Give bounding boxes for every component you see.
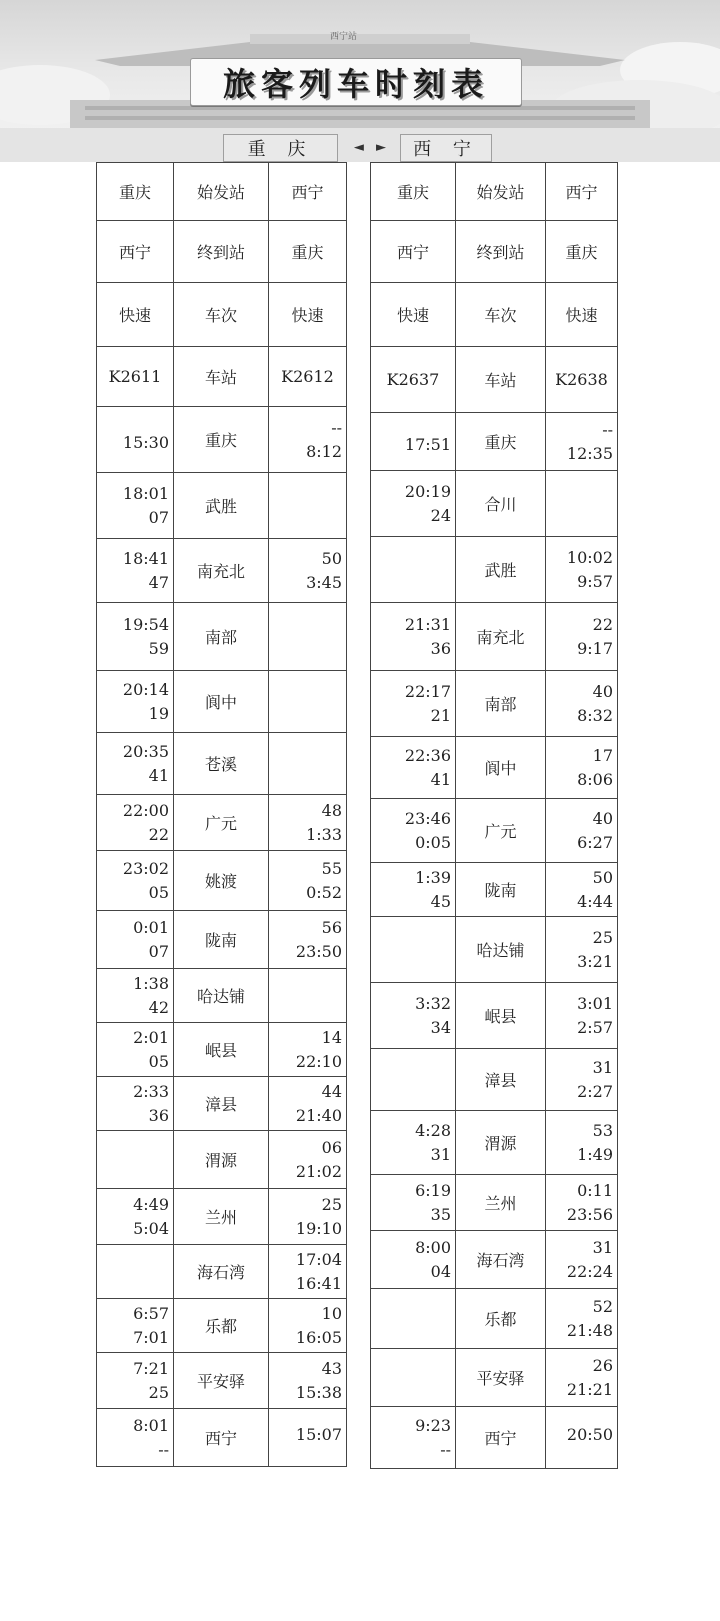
down-time-cell <box>97 851 174 911</box>
down-time-cell <box>97 1131 174 1189</box>
down-time-cell <box>97 473 174 539</box>
arrival-time: 18:41 <box>122 548 169 568</box>
up-time-cell <box>546 471 618 537</box>
station-name: 重庆 <box>174 407 269 473</box>
arrival-time: 22:36 <box>404 745 451 765</box>
down-time-cell <box>371 1175 456 1231</box>
header-value-cell: 快速 <box>269 283 347 347</box>
arrival-time: 43 <box>321 1358 342 1378</box>
header-label-cell: 车次 <box>456 283 546 347</box>
departure-time: 42 <box>148 997 169 1017</box>
arrival-time: 14 <box>321 1027 342 1047</box>
departure-time: 07 <box>148 507 169 527</box>
arrival-time: 10 <box>321 1303 342 1323</box>
header-banner <box>0 0 720 162</box>
arrival-time: 44 <box>321 1081 342 1101</box>
down-time-cell <box>371 537 456 603</box>
table-row <box>97 851 347 911</box>
up-time-cell <box>546 671 618 737</box>
header-value-cell: 重庆 <box>269 221 347 283</box>
station-name: 陇南 <box>456 863 546 917</box>
up-time-cell <box>269 1189 347 1245</box>
departure-time: 22:10 <box>295 1051 342 1071</box>
departure-time: 1:49 <box>577 1144 613 1164</box>
departure-time: 6:27 <box>577 832 613 852</box>
station-name: 重庆 <box>456 413 546 471</box>
header-value-cell: 西宁 <box>546 163 618 221</box>
timetable-right <box>370 162 618 1469</box>
arrival-time: 20:35 <box>122 741 169 761</box>
header-value-cell: K2637 <box>371 347 456 413</box>
up-time-cell <box>546 737 618 799</box>
up-time-cell <box>546 983 618 1049</box>
departure-time: -- <box>158 1439 169 1459</box>
station-name: 南部 <box>456 671 546 737</box>
up-time-cell <box>546 863 618 917</box>
station-name: 南充北 <box>174 539 269 603</box>
down-time-cell <box>371 863 456 917</box>
station-name: 武胜 <box>174 473 269 539</box>
table-row <box>97 795 347 851</box>
departure-time: 36 <box>148 1105 169 1125</box>
down-time-cell <box>97 671 174 733</box>
down-time-cell <box>97 603 174 671</box>
down-time-cell <box>371 983 456 1049</box>
departure-time: 59 <box>148 638 169 658</box>
header-label-cell: 终到站 <box>456 221 546 283</box>
station-name: 兰州 <box>456 1175 546 1231</box>
arrival-time: 2:33 <box>133 1081 169 1101</box>
departure-time: 3:45 <box>306 572 342 592</box>
up-time-cell <box>269 603 347 671</box>
departure-time: 8:06 <box>577 769 613 789</box>
timetable-k2637-k2638 <box>370 162 618 1469</box>
arrival-time: 1:39 <box>415 867 451 887</box>
departure-time: 24 <box>430 505 451 525</box>
departure-time: 21:21 <box>566 1379 613 1399</box>
up-time-cell <box>269 1409 347 1467</box>
table-row <box>371 737 618 799</box>
table-row <box>97 1023 347 1077</box>
route-destination: 西 宁 <box>400 134 492 162</box>
station-name: 海石湾 <box>174 1245 269 1299</box>
up-time-cell <box>546 1049 618 1111</box>
station-name: 海石湾 <box>456 1231 546 1289</box>
up-time-cell <box>546 1175 618 1231</box>
arrival-time: 3:32 <box>415 993 451 1013</box>
departure-time: 12:35 <box>566 443 613 463</box>
header-value-cell: 西宁 <box>269 163 347 221</box>
departure-time: 16:05 <box>295 1327 342 1347</box>
table-row <box>97 911 347 969</box>
header-value-cell: 西宁 <box>371 221 456 283</box>
departure-time: 21:40 <box>295 1105 342 1125</box>
page-title: 旅客列车时刻表 <box>222 65 489 103</box>
departure-time: 41 <box>148 765 169 785</box>
header-value-cell: 西宁 <box>97 221 174 283</box>
down-time-cell <box>97 539 174 603</box>
table-row <box>371 799 618 863</box>
station-name: 乐都 <box>174 1299 269 1353</box>
down-time-cell <box>371 1049 456 1111</box>
table-row <box>97 407 347 473</box>
up-time-cell <box>546 1407 618 1469</box>
arrival-time: -- <box>331 417 342 437</box>
down-time-cell <box>97 1023 174 1077</box>
departure-time: 7:01 <box>133 1327 169 1347</box>
table-row <box>97 1131 347 1189</box>
departure-time: 1:33 <box>306 824 342 844</box>
departure-time: 5:04 <box>133 1218 169 1238</box>
station-sign: 西宁站 <box>330 32 358 42</box>
table-row <box>97 1299 347 1353</box>
header-row <box>97 163 347 221</box>
departure-time: 0:52 <box>306 882 342 902</box>
header-row <box>371 283 618 347</box>
station-name: 岷县 <box>456 983 546 1049</box>
up-time-cell <box>269 1077 347 1131</box>
up-time-cell <box>269 1353 347 1409</box>
table-row <box>371 537 618 603</box>
table-row <box>97 473 347 539</box>
table-row <box>371 917 618 983</box>
departure-time: 36 <box>430 638 451 658</box>
table-row <box>97 603 347 671</box>
arrival-time: 0:11 <box>577 1180 613 1200</box>
down-time-cell <box>97 795 174 851</box>
station-name: 南充北 <box>456 603 546 671</box>
down-time-cell <box>371 799 456 863</box>
station-name: 平安驿 <box>174 1353 269 1409</box>
arrival-time: 56 <box>321 917 342 937</box>
down-time-cell <box>371 1349 456 1407</box>
arrival-time: 22:00 <box>122 800 169 820</box>
departure-time: 05 <box>148 882 169 902</box>
arrival-time: 18:01 <box>122 483 169 503</box>
arrival-time: 3:01 <box>577 993 613 1013</box>
departure-time: 0:05 <box>415 832 451 852</box>
station-name: 乐都 <box>456 1289 546 1349</box>
down-time-cell <box>97 1189 174 1245</box>
up-time-cell <box>546 537 618 603</box>
up-time-cell <box>546 917 618 983</box>
departure-time: 22 <box>148 824 169 844</box>
header-row <box>97 347 347 407</box>
arrival-time: 20:19 <box>404 481 451 501</box>
route-arrows-icon: ◄ ► <box>353 139 391 155</box>
station-name: 武胜 <box>456 537 546 603</box>
arrival-time: 25 <box>321 1194 342 1214</box>
table-row <box>371 1349 618 1407</box>
arrival-time: 55 <box>321 858 342 878</box>
up-time-cell <box>269 1023 347 1077</box>
up-time-cell <box>269 1131 347 1189</box>
title-banner <box>190 58 522 106</box>
table-row <box>97 1077 347 1131</box>
station-name: 岷县 <box>174 1023 269 1077</box>
header-row <box>371 163 618 221</box>
up-time-cell <box>269 733 347 795</box>
arrival-time: 40 <box>592 681 613 701</box>
table-row <box>97 671 347 733</box>
arrival-time: 7:21 <box>133 1358 169 1378</box>
header-label-cell: 始发站 <box>456 163 546 221</box>
header-label-cell: 始发站 <box>174 163 269 221</box>
station-name: 南部 <box>174 603 269 671</box>
down-time-cell <box>97 1299 174 1353</box>
table-row <box>97 1189 347 1245</box>
departure-time: 17:51 <box>404 434 451 454</box>
arrival-time: 50 <box>592 867 613 887</box>
departure-time: 8:12 <box>306 441 342 461</box>
up-time-cell <box>269 911 347 969</box>
table-row <box>371 1289 618 1349</box>
departure-time: 35 <box>430 1204 451 1224</box>
header-value-cell: 重庆 <box>546 221 618 283</box>
header-value-cell: K2612 <box>269 347 347 407</box>
arrival-time: 8:00 <box>415 1237 451 1257</box>
station-name: 广元 <box>174 795 269 851</box>
header-value-cell: 快速 <box>546 283 618 347</box>
down-time-cell <box>97 1245 174 1299</box>
station-name: 渭源 <box>456 1111 546 1175</box>
departure-time: 15:38 <box>295 1382 342 1402</box>
departure-time: 34 <box>430 1017 451 1037</box>
arrival-time: 22:17 <box>404 681 451 701</box>
up-time-cell <box>546 1231 618 1289</box>
up-time-cell <box>546 1289 618 1349</box>
station-name: 漳县 <box>174 1077 269 1131</box>
up-time-cell <box>269 851 347 911</box>
arrival-time: 17 <box>592 745 613 765</box>
header-label-cell: 车站 <box>456 347 546 413</box>
arrival-time: 4:28 <box>415 1120 451 1140</box>
arrival-time: 6:19 <box>415 1180 451 1200</box>
up-time-cell <box>269 795 347 851</box>
arrival-time: 10:02 <box>566 547 613 567</box>
up-time-cell <box>269 1299 347 1353</box>
departure-time: 9:17 <box>577 638 613 658</box>
up-time-cell <box>269 969 347 1023</box>
arrival-time: 23:02 <box>122 858 169 878</box>
table-row <box>371 1175 618 1231</box>
arrival-time: 17:04 <box>295 1249 342 1269</box>
down-time-cell <box>371 471 456 537</box>
up-time-cell <box>546 603 618 671</box>
station-name: 平安驿 <box>456 1349 546 1407</box>
down-time-cell <box>371 1407 456 1469</box>
departure-time: 19:10 <box>295 1218 342 1238</box>
header-row <box>371 221 618 283</box>
departure-time: -- <box>440 1439 451 1459</box>
header-row <box>97 221 347 283</box>
station-name: 西宁 <box>456 1407 546 1469</box>
departure-time: 41 <box>430 769 451 789</box>
departure-time: 21 <box>430 705 451 725</box>
arrival-time: 40 <box>592 808 613 828</box>
departure-time: 2:27 <box>577 1081 613 1101</box>
down-time-cell <box>97 911 174 969</box>
down-time-cell <box>97 969 174 1023</box>
departure-time: 23:50 <box>295 941 342 961</box>
header-value-cell: K2638 <box>546 347 618 413</box>
departure-time: 47 <box>148 572 169 592</box>
departure-time: 45 <box>430 891 451 911</box>
table-row <box>371 1407 618 1469</box>
arrival-time: 0:01 <box>133 917 169 937</box>
header-label-cell: 车次 <box>174 283 269 347</box>
station-name: 苍溪 <box>174 733 269 795</box>
table-row <box>371 671 618 737</box>
station-name: 渭源 <box>174 1131 269 1189</box>
departure-time: 3:21 <box>577 951 613 971</box>
header-label-cell: 车站 <box>174 347 269 407</box>
header-row <box>371 347 618 413</box>
station-name: 兰州 <box>174 1189 269 1245</box>
down-time-cell <box>371 1231 456 1289</box>
route-origin: 重 庆 <box>223 134 338 162</box>
departure-time: 19 <box>148 703 169 723</box>
station-name: 阆中 <box>456 737 546 799</box>
arrival-time: 15:07 <box>295 1424 342 1444</box>
table-row <box>97 1245 347 1299</box>
departure-time: 22:24 <box>566 1261 613 1281</box>
header-value-cell: 重庆 <box>371 163 456 221</box>
arrival-time: 48 <box>321 800 342 820</box>
departure-time: 21:02 <box>295 1161 342 1181</box>
departure-time: 23:56 <box>566 1204 613 1224</box>
departure-time: 25 <box>148 1382 169 1402</box>
arrival-time: 50 <box>321 548 342 568</box>
header-value-cell: 快速 <box>371 283 456 347</box>
up-time-cell <box>546 1349 618 1407</box>
station-name: 哈达铺 <box>456 917 546 983</box>
timetable-k2611-k2612 <box>96 162 347 1467</box>
departure-time: 16:41 <box>295 1273 342 1293</box>
arrival-time: 26 <box>592 1355 613 1375</box>
station-name: 陇南 <box>174 911 269 969</box>
up-time-cell <box>269 1245 347 1299</box>
up-time-cell <box>546 413 618 471</box>
down-time-cell <box>371 737 456 799</box>
table-row <box>371 1111 618 1175</box>
table-row <box>371 863 618 917</box>
arrival-time: 22 <box>592 614 613 634</box>
arrival-time: 31 <box>592 1057 613 1077</box>
up-time-cell <box>269 671 347 733</box>
arrival-time: 31 <box>592 1237 613 1257</box>
up-time-cell <box>269 473 347 539</box>
timetable-left <box>96 162 347 1467</box>
arrival-time: 4:49 <box>133 1194 169 1214</box>
up-time-cell <box>546 799 618 863</box>
arrival-time: 23:46 <box>404 808 451 828</box>
table-row <box>371 603 618 671</box>
station-name: 哈达铺 <box>174 969 269 1023</box>
arrival-time: 6:57 <box>133 1303 169 1323</box>
arrival-time: 52 <box>592 1296 613 1316</box>
departure-time: 8:32 <box>577 705 613 725</box>
arrival-time: 19:54 <box>122 614 169 634</box>
departure-time: 4:44 <box>577 891 613 911</box>
down-time-cell <box>97 1409 174 1467</box>
departure-time: 15:30 <box>122 432 169 452</box>
table-row <box>371 471 618 537</box>
down-time-cell <box>371 1111 456 1175</box>
up-time-cell <box>269 539 347 603</box>
station-name: 西宁 <box>174 1409 269 1467</box>
station-name: 漳县 <box>456 1049 546 1111</box>
arrival-time: 20:50 <box>566 1424 613 1444</box>
header-value-cell: 重庆 <box>97 163 174 221</box>
table-row <box>97 539 347 603</box>
table-row <box>371 983 618 1049</box>
table-row <box>371 413 618 471</box>
arrival-time: -- <box>602 419 613 439</box>
down-time-cell <box>97 1077 174 1131</box>
table-row <box>97 969 347 1023</box>
down-time-cell <box>97 407 174 473</box>
departure-time: 2:57 <box>577 1017 613 1037</box>
table-row <box>371 1049 618 1111</box>
departure-time: 21:48 <box>566 1320 613 1340</box>
header-row <box>97 283 347 347</box>
down-time-cell <box>97 1353 174 1409</box>
arrival-time: 1:38 <box>133 973 169 993</box>
departure-time: 31 <box>430 1144 451 1164</box>
arrival-time: 21:31 <box>404 614 451 634</box>
station-name: 合川 <box>456 471 546 537</box>
down-time-cell <box>371 1289 456 1349</box>
arrival-time: 53 <box>592 1120 613 1140</box>
departure-time: 04 <box>430 1261 451 1281</box>
up-time-cell <box>546 1111 618 1175</box>
up-time-cell <box>269 407 347 473</box>
table-row <box>97 733 347 795</box>
station-name: 广元 <box>456 799 546 863</box>
table-row <box>97 1353 347 1409</box>
down-time-cell <box>97 733 174 795</box>
down-time-cell <box>371 917 456 983</box>
station-name: 阆中 <box>174 671 269 733</box>
header-value-cell: K2611 <box>97 347 174 407</box>
station-name: 姚渡 <box>174 851 269 911</box>
down-time-cell <box>371 413 456 471</box>
down-time-cell <box>371 603 456 671</box>
arrival-time: 25 <box>592 927 613 947</box>
departure-time: 07 <box>148 941 169 961</box>
arrival-time: 20:14 <box>122 679 169 699</box>
down-time-cell <box>371 671 456 737</box>
departure-time: 05 <box>148 1051 169 1071</box>
arrival-time: 06 <box>321 1137 342 1157</box>
header-label-cell: 终到站 <box>174 221 269 283</box>
arrival-time: 2:01 <box>133 1027 169 1047</box>
arrival-time: 8:01 <box>133 1415 169 1435</box>
departure-time: 9:57 <box>577 571 613 591</box>
table-row <box>371 1231 618 1289</box>
arrival-time: 9:23 <box>415 1415 451 1435</box>
table-row <box>97 1409 347 1467</box>
header-value-cell: 快速 <box>97 283 174 347</box>
